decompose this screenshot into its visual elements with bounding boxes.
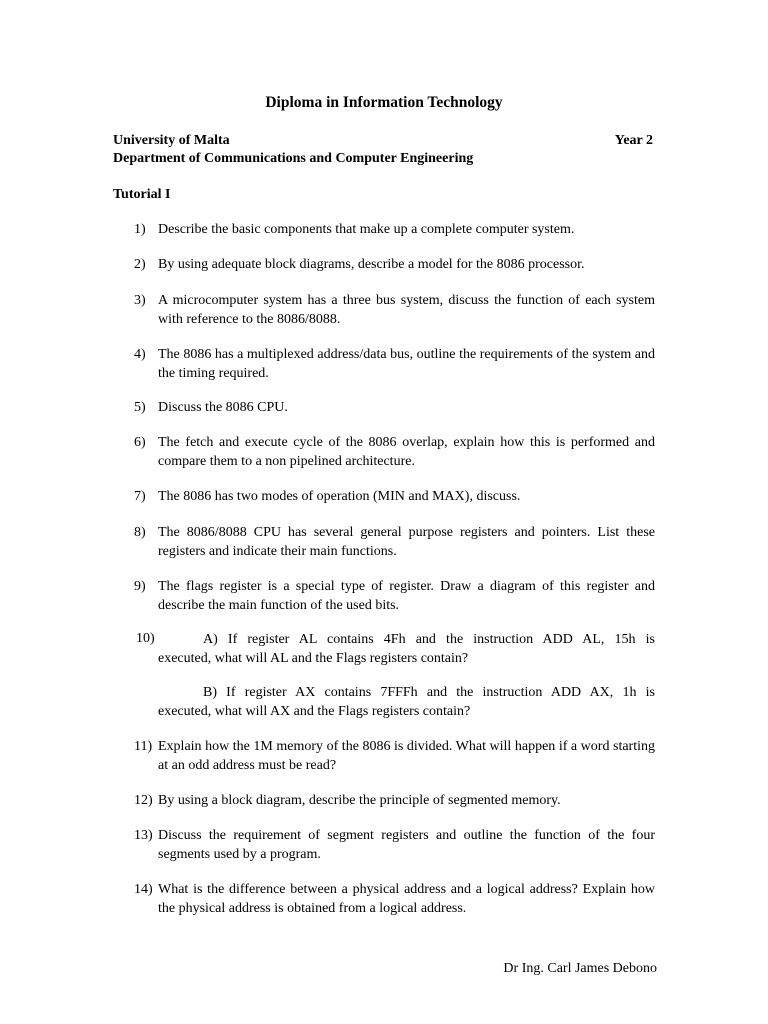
question-part-b-line1: B) If register AX contains 7FFFh and the instruction ADD AX, 1h is	[203, 685, 655, 700]
question-item	[113, 738, 655, 775]
question-number: 5)	[134, 400, 146, 415]
tutorial-heading: Tutorial I	[113, 187, 171, 202]
question-number: 10)	[136, 631, 155, 646]
author-signature: Dr Ing. Carl James Debono	[503, 961, 657, 976]
question-number: 1)	[134, 222, 146, 237]
question-text: Explain how the 1M memory of the 8086 is divided. What will happen if a word starting at an odd address must be read?	[158, 739, 655, 773]
question-text: What is the difference between a physical address and a logical address? Explain how the physical address is obtained from a logical address.	[158, 882, 655, 916]
question-text: Discuss the requirement of segment registers and outline the function of the four segments used by a program.	[158, 828, 655, 862]
question-number: 12)	[134, 793, 153, 808]
question-item	[113, 256, 655, 275]
question-text: Discuss the 8086 CPU.	[158, 400, 288, 415]
question-part-b	[158, 684, 655, 721]
question-number: 11)	[134, 739, 153, 754]
question-text: The flags register is a special type of register. Draw a diagram of this register and describe the main function of the used bits.	[158, 579, 655, 613]
question-item	[113, 792, 655, 811]
question-item	[113, 346, 655, 383]
question-text: By using adequate block diagrams, describe a model for the 8086 processor.	[158, 257, 585, 272]
question-item	[113, 399, 655, 418]
question-text: The fetch and execute cycle of the 8086 overlap, explain how this is performed and compare them to a non pipelined architecture.	[158, 435, 655, 469]
question-item	[113, 827, 655, 864]
question-number: 4)	[134, 347, 146, 362]
question-number: 6)	[134, 435, 146, 450]
year-label: Year 2	[614, 133, 653, 148]
department-name: Department of Communications and Computer Engineering	[113, 151, 474, 166]
question-item	[113, 524, 655, 561]
question-item	[113, 434, 655, 471]
question-text: Describe the basic components that make up a complete computer system.	[158, 222, 575, 237]
question-text: A microcomputer system has a three bus system, discuss the function of each system with reference to the 8086/8088.	[158, 293, 655, 327]
question-item	[113, 881, 655, 918]
question-part-b-line2: executed, what will AX and the Flags registers contain?	[158, 703, 471, 719]
question-number: 8)	[134, 525, 146, 540]
question-item	[113, 292, 655, 329]
question-item	[113, 578, 655, 615]
question-number: 2)	[134, 257, 146, 272]
question-part-a-line2: executed, what will AL and the Flags registers contain?	[158, 650, 469, 666]
document-title: Diploma in Information Technology	[265, 94, 503, 111]
question-number: 14)	[134, 882, 153, 897]
question-part-a	[158, 631, 655, 668]
question-number: 3)	[134, 293, 146, 308]
question-number: 7)	[134, 489, 146, 504]
university-name: University of Malta	[113, 133, 230, 148]
question-text: By using a block diagram, describe the principle of segmented memory.	[158, 793, 561, 808]
question-part-a-line1: A) If register AL contains 4Fh and the instruction ADD AL, 15h is	[203, 632, 655, 647]
question-number: 9)	[134, 579, 146, 594]
question-item	[113, 488, 655, 507]
question-number: 13)	[134, 828, 153, 843]
question-text: The 8086 has a multiplexed address/data bus, outline the requirements of the system and the timing required.	[158, 347, 655, 381]
question-text: The 8086/8088 CPU has several general purpose registers and pointers. List these registers and indicate their main functions.	[158, 525, 655, 559]
question-item	[113, 221, 655, 240]
question-text: The 8086 has two modes of operation (MIN and MAX), discuss.	[158, 489, 521, 504]
